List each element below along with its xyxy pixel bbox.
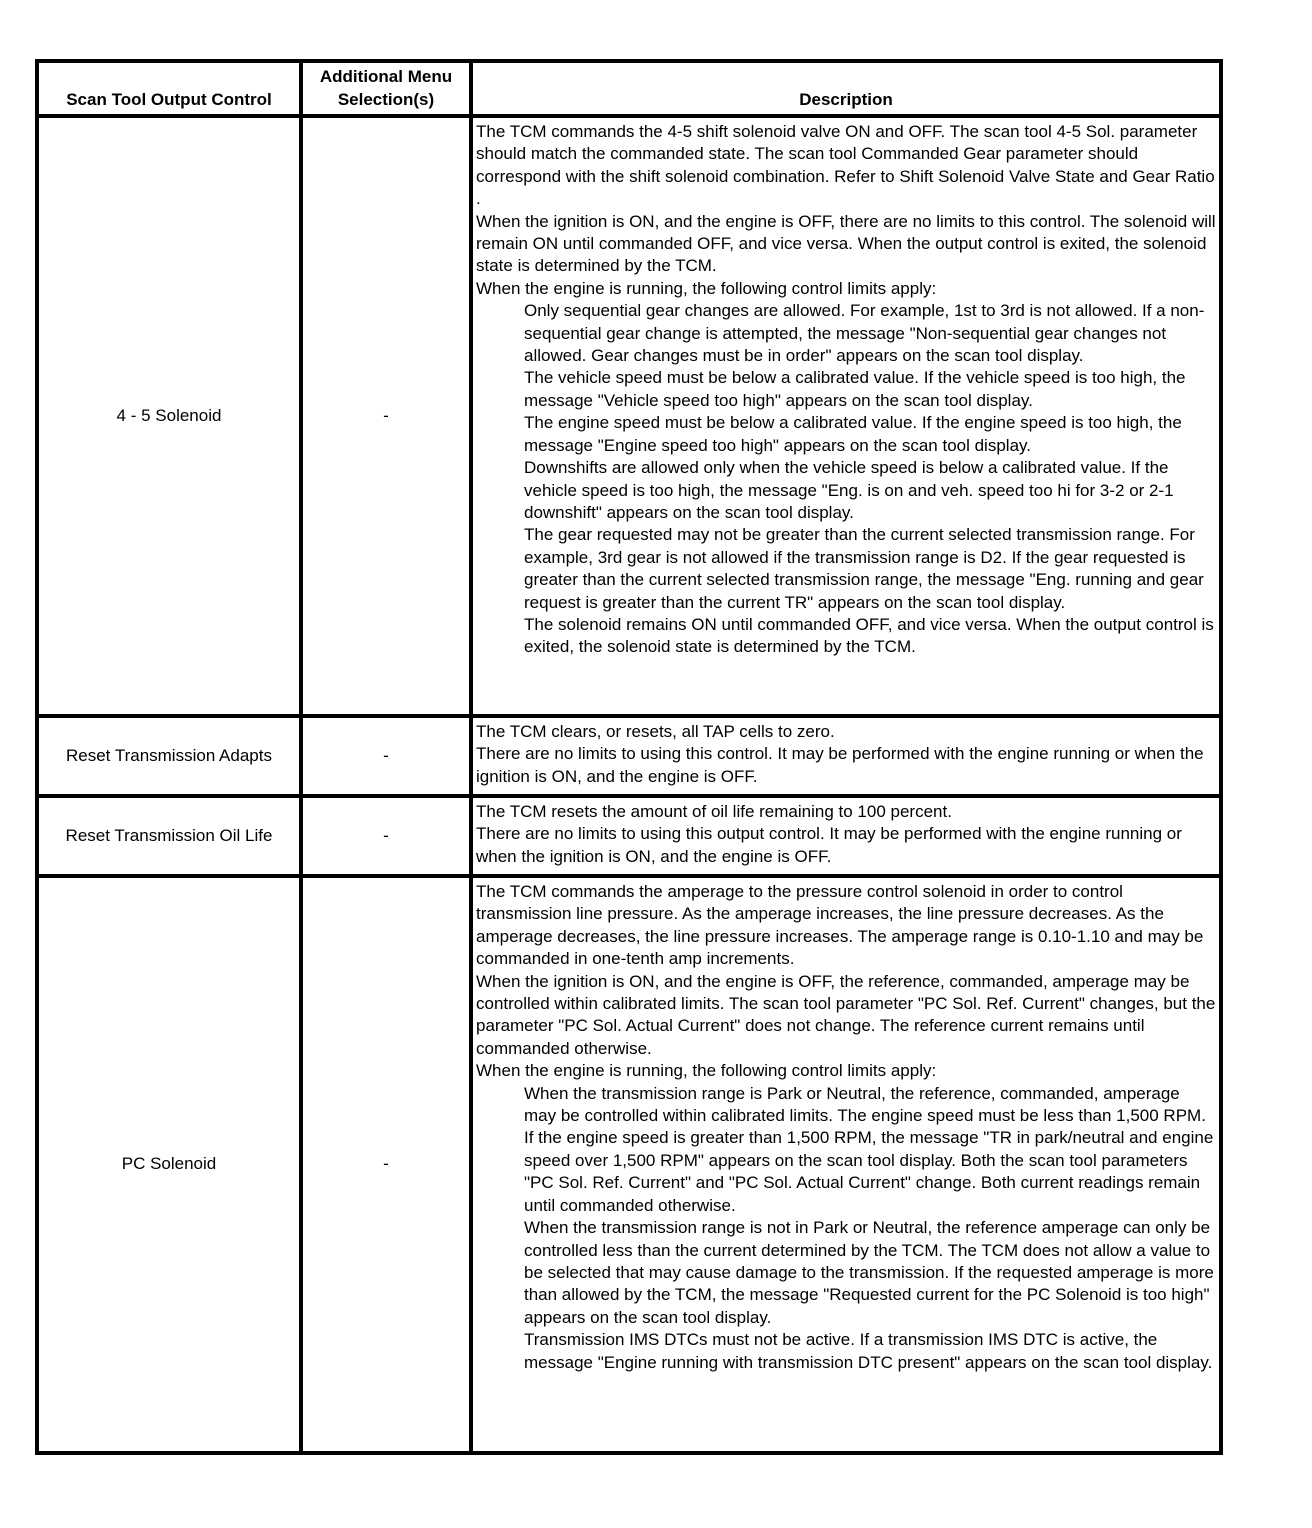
table-row xyxy=(37,876,1221,1453)
control-limit-item: When the transmission range is Park or Neutral, the reference, commanded, amperage may be controlled within calibrated limits. The engine speed must be less than 1,500 RPM. If the engine speed is greater than 1,500 RPM, the message "TR in park/neutral and engine speed over 1,500 RPM" appears on the scan tool display. Both the scan tool parameters "PC Sol. Ref. Current" and "PC Sol. Actual Current" change. Both current readings remain until commanded otherwise. xyxy=(524,1083,1214,1215)
menu-selection: - xyxy=(301,716,471,796)
description-cell xyxy=(471,716,1221,796)
description-paragraph: When the ignition is ON, and the engine is OFF, the reference, commanded, amperage may be controlled within calibrated limits. The scan tool parameter "PC Sol. Ref. Current" changes, but the parameter "PC Sol. Actual Current" does not change. The reference current remains until commanded otherwise. xyxy=(476,971,1216,1058)
table-row xyxy=(37,116,1221,716)
control-name: PC Solenoid xyxy=(37,876,301,1453)
header-menu-selection xyxy=(301,61,471,116)
control-limit-item: Downshifts are allowed only when the vehicle speed is below a calibrated value. If the vehicle speed is too high, the message "Eng. is on and veh. speed too hi for 3-2 or 2-1 downshift" appears on the scan tool display. xyxy=(524,458,1174,522)
control-limit-item: The gear requested may not be greater than the current selected transmission range. For example, 3rd gear is not allowed if the transmission range is D2. If the gear requested is greater than the current selected transmission range, the message "Eng. running and gear request is greater than the current TR" appears on the scan tool display. xyxy=(524,525,1204,612)
header-menu-selection-line1: Additional Menu xyxy=(319,67,453,87)
description-cell xyxy=(471,876,1221,1453)
menu-selection: - xyxy=(301,796,471,876)
header-menu-selection-line2: Selection(s) xyxy=(337,89,435,109)
menu-selection: - xyxy=(301,116,471,716)
header-output-control: Scan Tool Output Control xyxy=(37,61,301,116)
control-limit-item: Only sequential gear changes are allowed. For example, 1st to 3rd is not allowed. If a non-sequential gear change is attempted, the message "Non-sequential gear changes not allowed. Gear changes must be in order" appears on the scan tool display. xyxy=(524,301,1205,366)
table-row xyxy=(37,716,1221,796)
description-paragraph: The TCM clears, or resets, all TAP cells to zero. xyxy=(476,722,835,741)
description-paragraph: There are no limits to using this output control. It may be performed with the engine running or when the ignition is ON, and the engine is OFF. xyxy=(476,824,1182,866)
description-paragraph: There are no limits to using this control. It may be performed with the engine running or when the ignition is ON, and the engine is OFF. xyxy=(476,744,1204,786)
control-limit-item: The solenoid remains ON until commanded OFF, and vice versa. When the output control is exited, the solenoid state is determined by the TCM. xyxy=(524,614,1214,657)
control-name: Reset Transmission Adapts xyxy=(37,716,301,796)
control-name: Reset Transmission Oil Life xyxy=(37,796,301,876)
menu-selection: - xyxy=(301,876,471,1453)
control-limit-item: The engine speed must be below a calibrated value. If the engine speed is too high, the message "Engine speed too high" appears on the scan tool display. xyxy=(524,413,1182,455)
description-cell xyxy=(471,796,1221,876)
description-paragraph: When the engine is running, the following control limits apply: xyxy=(476,1061,937,1081)
output-control-table xyxy=(35,59,1223,1455)
control-name: 4 - 5 Solenoid xyxy=(37,116,301,716)
table-row xyxy=(37,796,1221,876)
description-paragraph: When the ignition is ON, and the engine is OFF, there are no limits to this control. The solenoid will remain ON until commanded OFF, and vice versa. When the output control is exited, the solenoid state is determined by the TCM. xyxy=(476,211,1216,276)
control-limit-item: When the transmission range is not in Park or Neutral, the reference amperage can only be controlled less than the current determined by the TCM. The TCM does not allow a value to be selected that may cause damage to the transmission. If the requested amperage is more than allowed by the TCM, the message "Requested current for the PC Solenoid is too high" appears on the scan tool display. xyxy=(524,1218,1214,1327)
description-paragraph: When the engine is running, the following control limits apply: xyxy=(476,278,937,298)
control-limit-item: Transmission IMS DTCs must not be active. If a transmission IMS DTC is active, the message "Engine running with transmission DTC present" appears on the scan tool display. xyxy=(524,1330,1213,1372)
description-paragraph: The TCM commands the amperage to the pressure control solenoid in order to control transmission line pressure. As the amperage increases, the line pressure decreases. As the amperage decreases, the line pressure increases. The amperage range is 0.10-1.10 and may be commanded in one-tenth amp increments. xyxy=(476,882,1204,969)
header-description: Description xyxy=(471,61,1221,116)
description-paragraph: The TCM commands the 4-5 shift solenoid valve ON and OFF. The scan tool 4-5 Sol. parameter should match the commanded state. The scan tool Commanded Gear parameter should correspond with the shift solenoid combination. Refer to Shift Solenoid Valve State and Gear Ratio . xyxy=(476,122,1215,209)
header-row xyxy=(37,61,1221,116)
description-paragraph: The TCM resets the amount of oil life remaining to 100 percent. xyxy=(476,802,952,821)
description-cell xyxy=(471,116,1221,716)
control-limit-item: The vehicle speed must be below a calibrated value. If the vehicle speed is too high, the message "Vehicle speed too high" appears on the scan tool display. xyxy=(524,368,1186,410)
